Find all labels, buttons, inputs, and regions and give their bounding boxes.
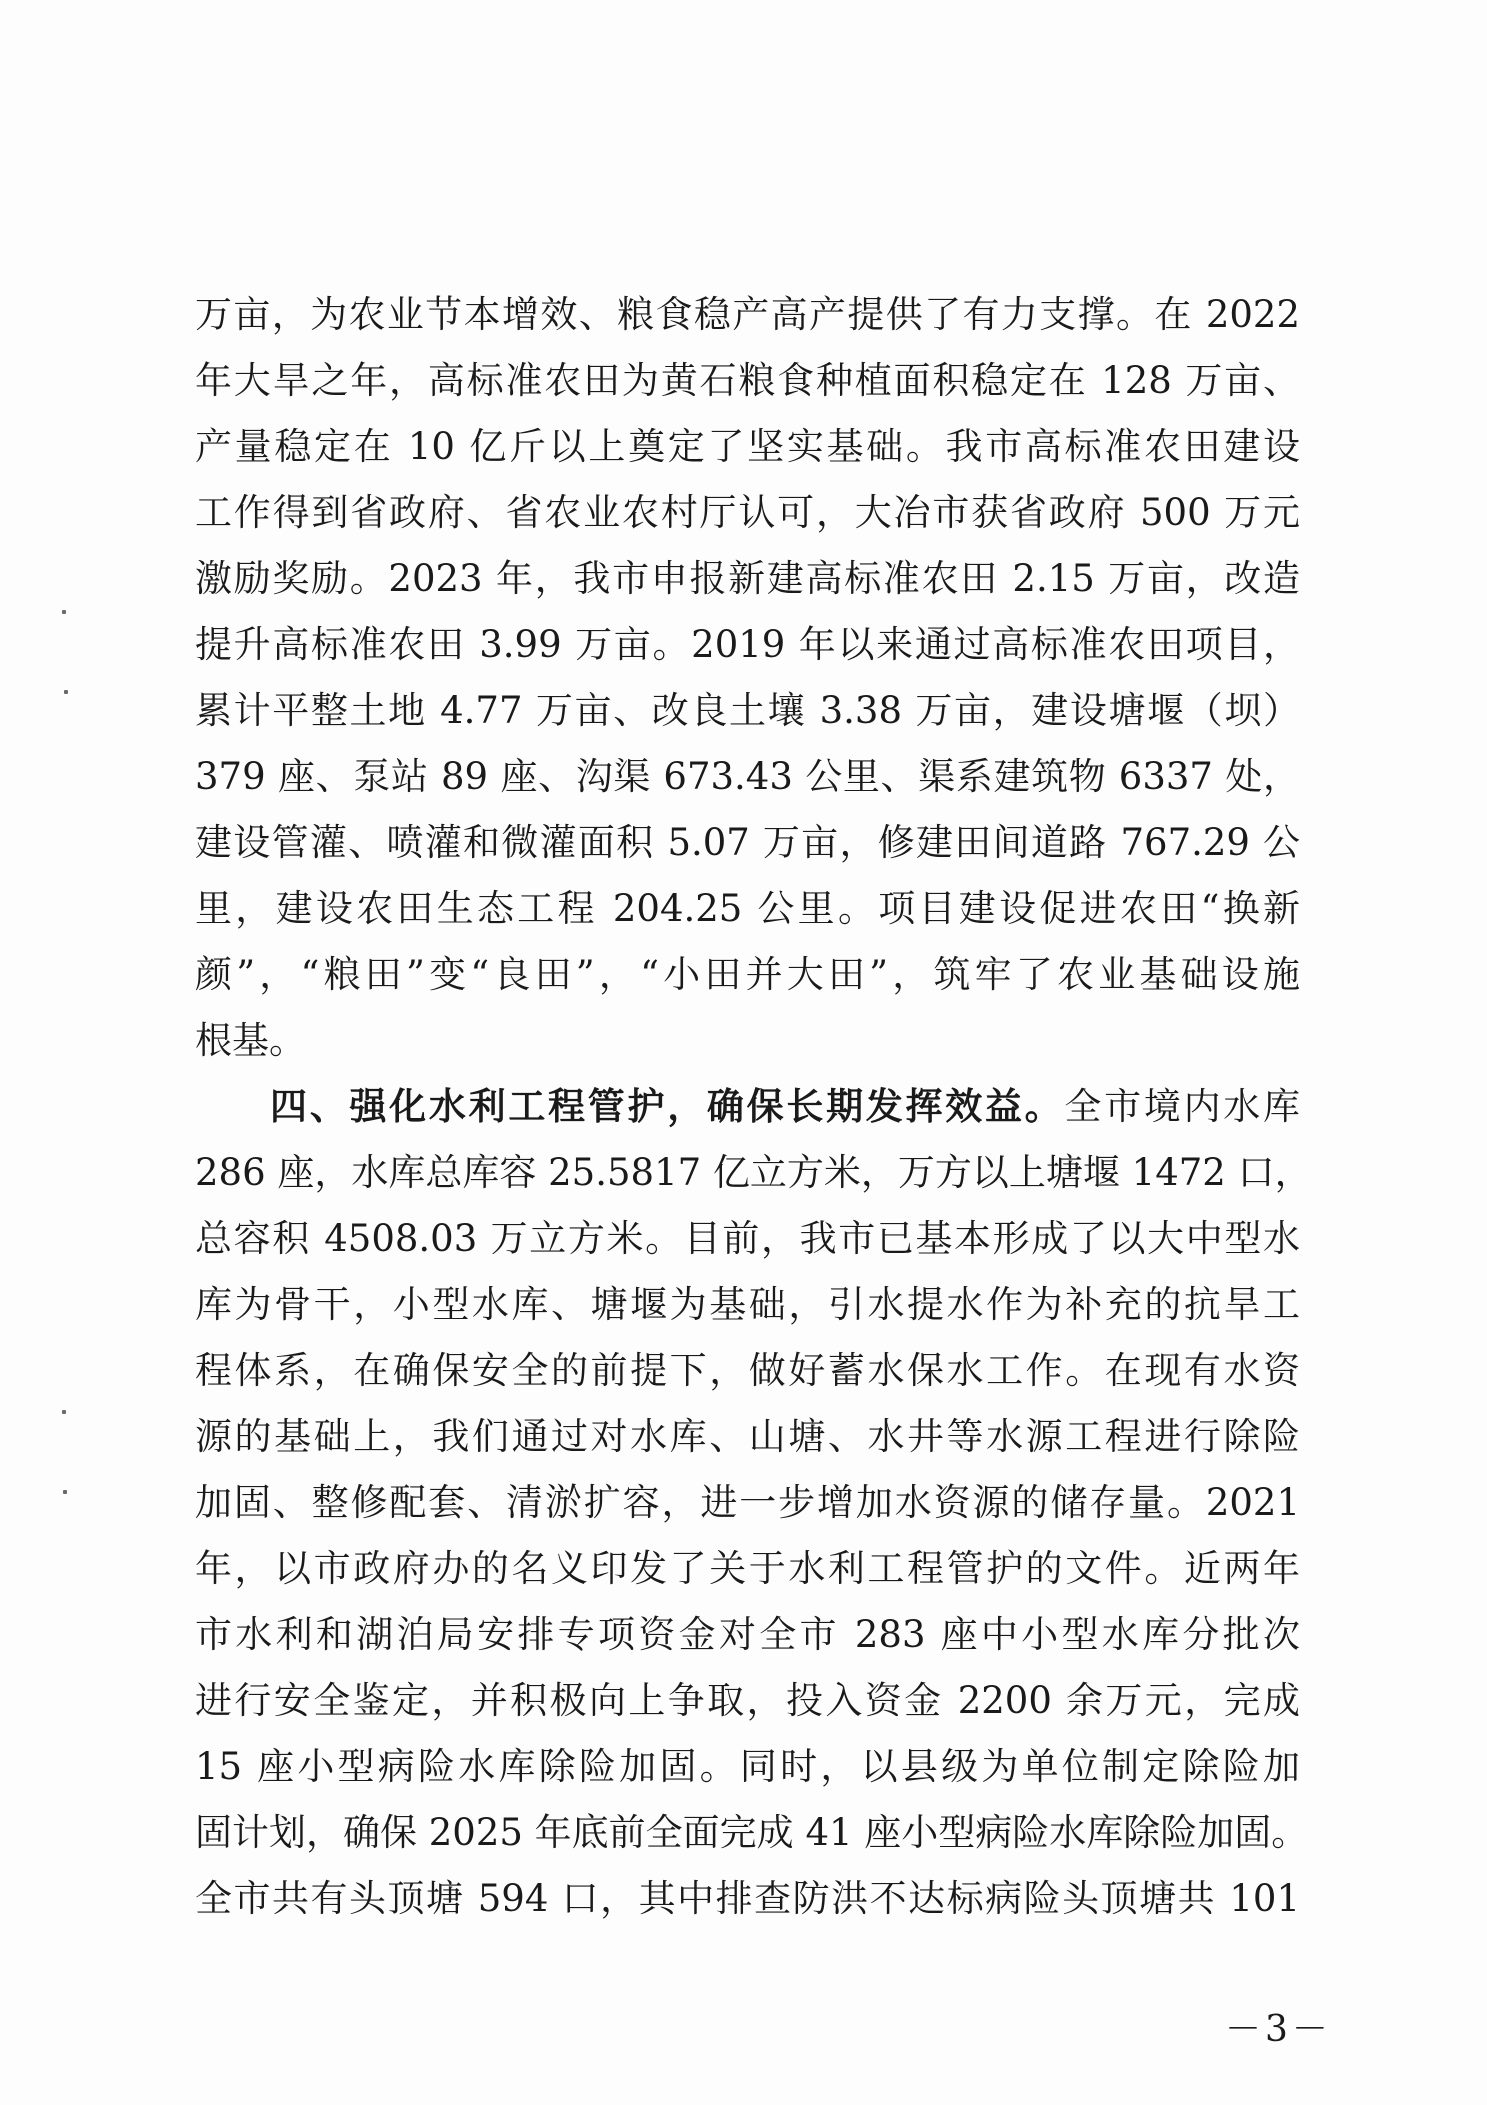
body-text-line: 加固、整修配套、清淤扩容，进一步增加水资源的储存量。2021 [195, 1481, 1300, 1524]
page-number: －3－ [1225, 2009, 1332, 2050]
body-text-line: 市水利和湖泊局安排专项资金对全市 283 座中小型水库分批次 [195, 1613, 1300, 1656]
scan-speck [62, 1410, 66, 1414]
body-text-line: 里，建设农田生态工程 204.25 公里。项目建设促进农田“换新 [195, 887, 1300, 930]
body-text-line: 库为骨干，小型水库、塘堰为基础，引水提水作为补充的抗旱工 [195, 1283, 1300, 1326]
body-text-line: 15 座小型病险水库除险加固。同时，以县级为单位制定除险加 [195, 1745, 1300, 1788]
body-text-line: 总容积 4508.03 万立方米。目前，我市已基本形成了以大中型水 [195, 1217, 1300, 1260]
body-text-line: 进行安全鉴定，并积极向上争取，投入资金 2200 余万元，完成 [195, 1679, 1300, 1722]
body-text-line: 379 座、泵站 89 座、沟渠 673.43 公里、渠系建筑物 6337 处， [195, 755, 1300, 798]
scan-speck [63, 1490, 67, 1494]
body-text-line: 激励奖励。2023 年，我市申报新建高标准农田 2.15 万亩，改造 [195, 557, 1300, 600]
body-text-line: 年大旱之年，高标准农田为黄石粮食种植面积稳定在 128 万亩、 [195, 359, 1300, 402]
body-text-line: 286 座，水库总库容 25.5817 亿立方米，万方以上塘堰 1472 口， [195, 1151, 1312, 1194]
body-text-line: 程体系，在确保安全的前提下，做好蓄水保水工作。在现有水资 [195, 1349, 1300, 1392]
section-heading: 四、强化水利工程管护，确保长期发挥效益。 [270, 1085, 1065, 1128]
section-heading-line [270, 1074, 1300, 1140]
body-text-line: 源的基础上，我们通过对水库、山塘、水井等水源工程进行除险 [195, 1415, 1300, 1458]
body-text-line: 提升高标准农田 3.99 万亩。2019 年以来通过高标准农田项目， [195, 623, 1300, 666]
body-text-line: 万亩，为农业节本增效、粮食稳产高产提供了有力支撑。在 2022 [195, 293, 1300, 336]
section-heading-continuation: 全市境内水库 [1064, 1085, 1301, 1128]
body-text-line: 建设管灌、喷灌和微灌面积 5.07 万亩，修建田间道路 767.29 公 [195, 821, 1300, 864]
body-text-line: 产量稳定在 10 亿斤以上奠定了坚实基础。我市高标准农田建设 [195, 425, 1300, 468]
scan-speck [64, 690, 68, 694]
body-text-line: 累计平整土地 4.77 万亩、改良土壤 3.38 万亩，建设塘堰（坝） [195, 689, 1300, 732]
body-text-line: 固计划，确保 2025 年底前全面完成 41 座小型病险水库除险加固。 [195, 1811, 1309, 1854]
body-text-line: 根基。 [195, 1019, 306, 1062]
body-text-line: 全市共有头顶塘 594 口，其中排查防洪不达标病险头顶塘共 101 [195, 1877, 1300, 1920]
body-text-line: 年，以市政府办的名义印发了关于水利工程管护的文件。近两年 [195, 1547, 1300, 1590]
body-text-line: 颜”，“粮田”变“良田”，“小田并大田”，筑牢了农业基础设施 [195, 953, 1300, 996]
scan-speck [62, 610, 66, 614]
body-text-line: 工作得到省政府、省农业农村厅认可，大冶市获省政府 500 万元 [195, 491, 1300, 534]
